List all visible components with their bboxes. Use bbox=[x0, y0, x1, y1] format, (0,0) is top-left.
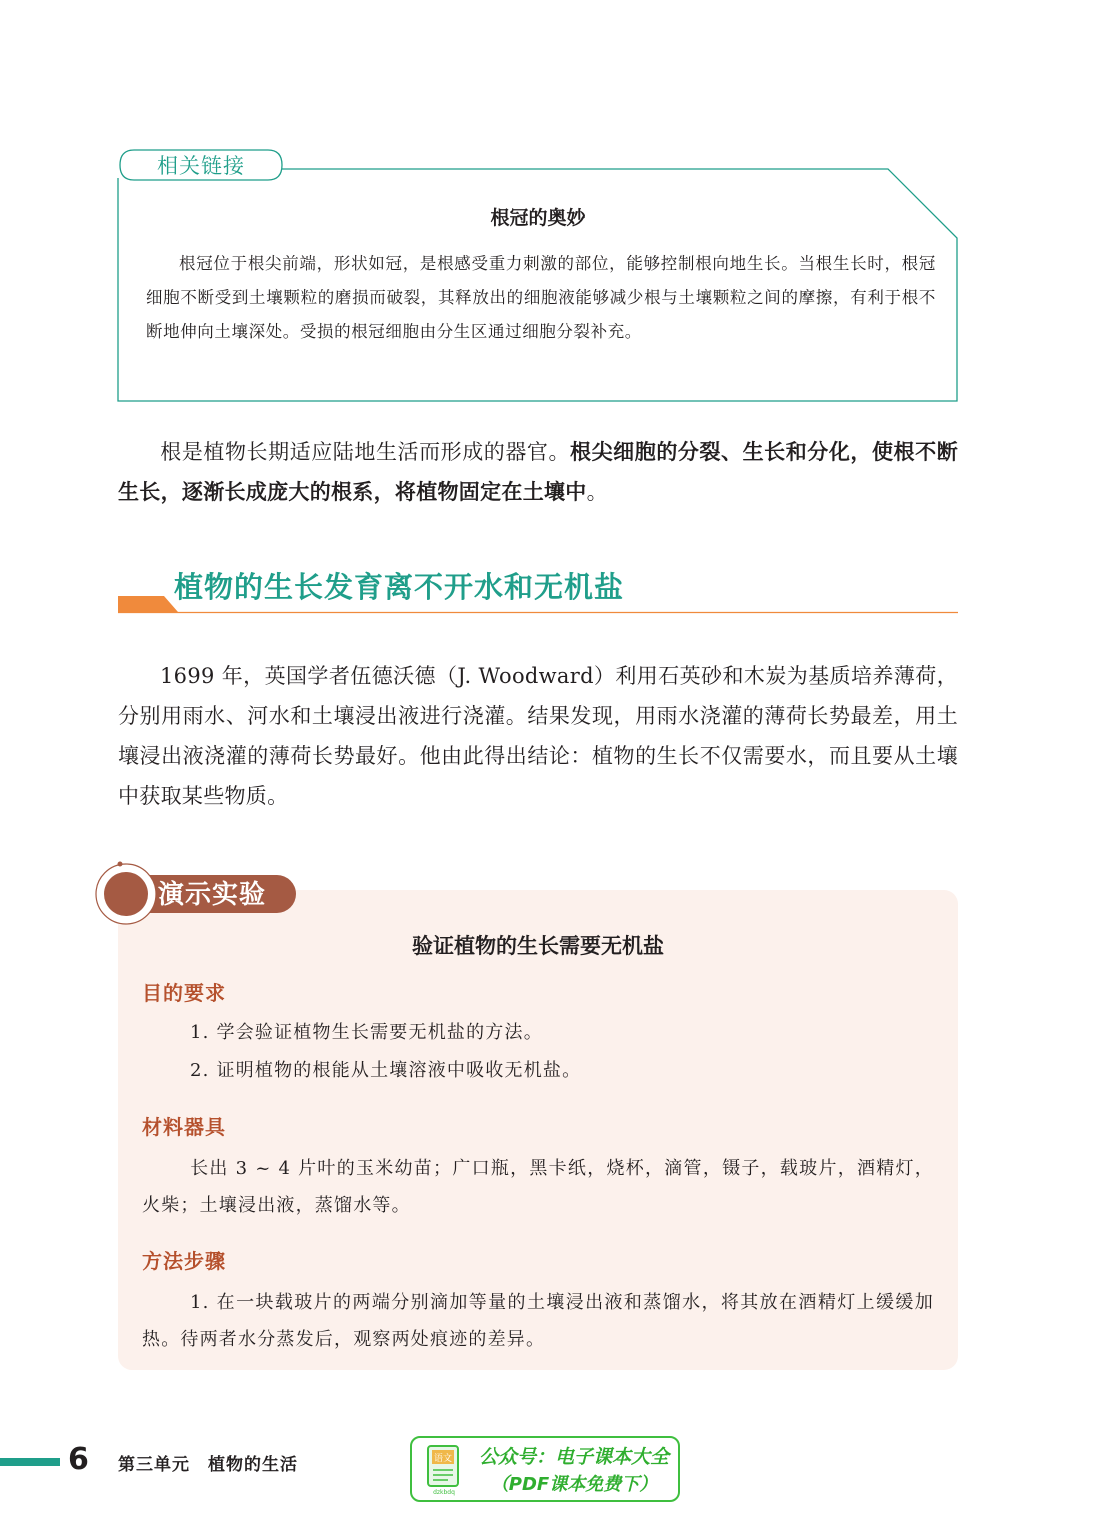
root-paragraph-end: 。 bbox=[586, 480, 608, 504]
purpose-heading: 目的要求 bbox=[142, 981, 226, 1005]
watermark-line-2: （PDF课本免费下） bbox=[490, 1474, 658, 1495]
materials-heading: 材料器具 bbox=[142, 1115, 226, 1139]
steps-heading: 方法步骤 bbox=[142, 1249, 226, 1273]
watermark-line-1: 公众号：电子课本大全 bbox=[478, 1446, 669, 1468]
footer-unit-text: 第三单元 植物的生活 bbox=[118, 1455, 298, 1475]
woodward-paragraph-text: 1699 年，英国学者伍德沃德（J. Woodward）利用石英砂和木炭为基质培养薄荷，分别用雨水、河水和土壤浸出液进行浇灌。结果发现，用雨水浇灌的薄荷长势最差，用土壤浸出液浇灌的薄荷长势最好。他由此得出结论：植物的生长不仅需要水，而且要从土壤中获取某些物质。 bbox=[118, 664, 958, 808]
demo-badge-label: 演示实验 bbox=[158, 880, 267, 910]
watermark-icon-sub: dzkbdq bbox=[433, 1489, 455, 1496]
woodward-paragraph bbox=[118, 656, 958, 816]
footer-bar bbox=[0, 1458, 60, 1466]
book-icon bbox=[424, 1444, 464, 1496]
purpose-item-1: 1. 学会验证植物生长需要无机盐的方法。 bbox=[190, 1022, 543, 1043]
purpose-item-2: 2. 证明植物的根能从土壤溶液中吸收无机盐。 bbox=[190, 1060, 582, 1081]
related-link-title: 根冠的奥妙 bbox=[490, 207, 586, 229]
watermark-icon-label: 语文 bbox=[433, 1454, 453, 1464]
section-title: 植物的生长发育离不开水和无机盐 bbox=[174, 570, 625, 604]
related-link-tab: 相关链接 bbox=[157, 154, 245, 178]
step-1: 1. 在一块载玻片的两端分别滴加等量的土壤浸出液和蒸馏水，将其放在酒精灯上缓缓加热。待两者水分蒸发后，观察两处痕迹的差异。 bbox=[142, 1292, 934, 1350]
root-paragraph-bold: 根尖细胞的分裂、生长和分化，使根不断生长，逐渐长成庞大的根系，将植物固定在土壤中 bbox=[118, 440, 958, 504]
demo-title: 验证植物的生长需要无机盐 bbox=[412, 934, 664, 958]
root-paragraph-plain: 根是植物长期适应陆地生活而形成的器官。 bbox=[160, 440, 571, 464]
root-paragraph bbox=[118, 432, 958, 512]
materials-text: 长出 3 ~ 4 片叶的玉米幼苗；广口瓶，黑卡纸，烧杯，滴管，镊子，载玻片，酒精灯，火柴；土壤浸出液，蒸馏水等。 bbox=[142, 1158, 934, 1216]
related-link-body: 根冠位于根尖前端，形状如冠，是根感受重力刺激的部位，能够控制根向地生长。当根生长时，根冠细胞不断受到土壤颗粒的磨损而破裂，其释放出的细胞液能够减少根与土壤颗粒之间的摩擦，有利于根不断地伸向土壤深处。受损的根冠细胞由分生区通过细胞分裂补充。 bbox=[146, 254, 936, 341]
page-number: 6 bbox=[68, 1442, 89, 1477]
